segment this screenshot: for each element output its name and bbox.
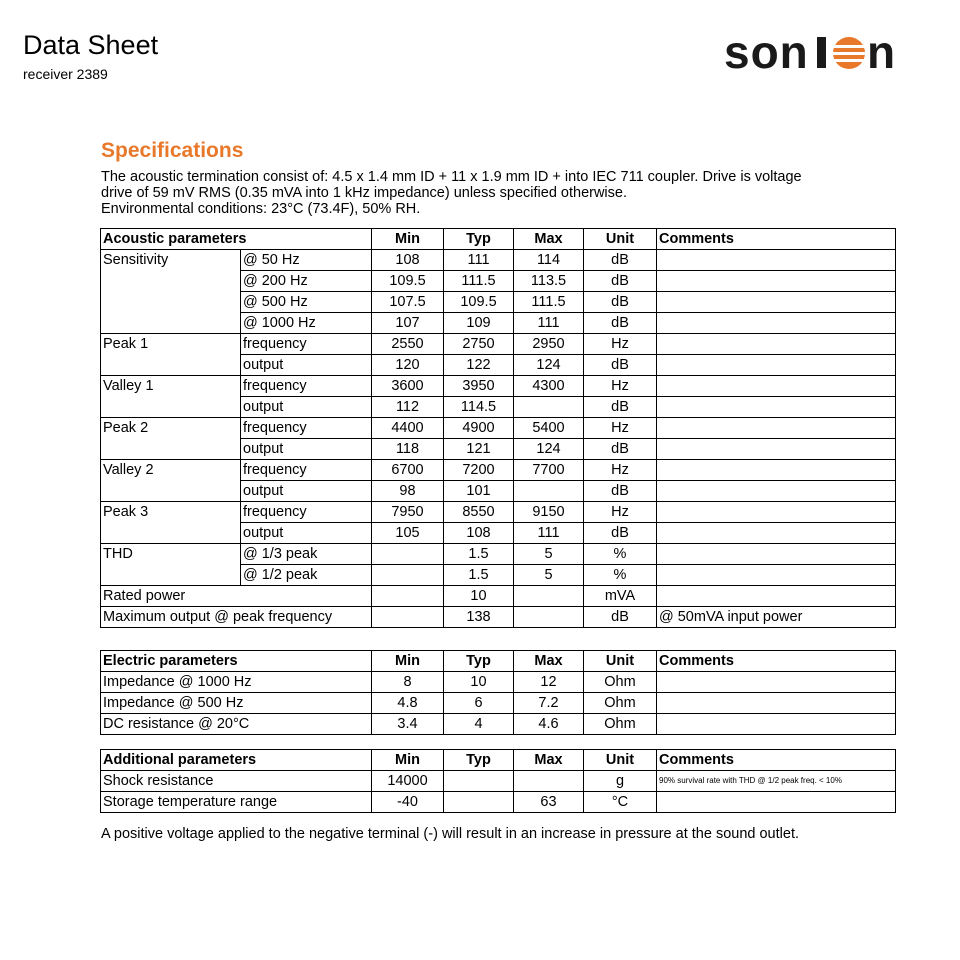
typ-value: 8550 [444,502,514,523]
comment-value [657,693,896,714]
specifications-intro [101,169,901,217]
max-value: 2950 [514,334,584,355]
min-value: 7950 [372,502,444,523]
max-value: 9150 [514,502,584,523]
parameter-condition: output [241,355,372,376]
min-value: 112 [372,397,444,418]
typ-value: 1.5 [444,544,514,565]
comment-value [657,460,896,481]
header-typ: Typ [444,651,514,672]
header-unit: Unit [584,229,657,250]
comment-value: 90% survival rate with THD @ 1/2 peak freq. < 10% [657,771,896,792]
unit-value: g [584,771,657,792]
table-row [101,334,896,355]
header-max: Max [514,229,584,250]
unit-value: dB [584,481,657,502]
comment-value [657,292,896,313]
parameter-condition: output [241,523,372,544]
parameter-name: Maximum output @ peak frequency [101,607,372,628]
parameter-condition: output [241,397,372,418]
comment-value [657,481,896,502]
min-value: 14000 [372,771,444,792]
min-value: 8 [372,672,444,693]
unit-value: dB [584,439,657,460]
min-value: 108 [372,250,444,271]
typ-value: 10 [444,672,514,693]
unit-value: dB [584,271,657,292]
comment-value [657,418,896,439]
typ-value: 109 [444,313,514,334]
svg-text:son: son [724,32,809,74]
parameter-name: Shock resistance [101,771,372,792]
header-comments: Comments [657,750,896,771]
sonion-logo [724,32,906,74]
specifications-heading: Specifications [101,139,244,162]
acoustic-parameters-table [100,228,896,628]
parameter-name: Rated power [101,586,372,607]
header-parameter: Additional parameters [101,750,372,771]
table-row [101,792,896,813]
parameter-condition: output [241,481,372,502]
unit-value: % [584,544,657,565]
table-row [101,693,896,714]
unit-value: dB [584,397,657,418]
min-value: 4400 [372,418,444,439]
parameter-condition: @ 1000 Hz [241,313,372,334]
comment-value [657,355,896,376]
unit-value: Ohm [584,693,657,714]
header-unit: Unit [584,750,657,771]
min-value: 4.8 [372,693,444,714]
typ-value: 10 [444,586,514,607]
table-row [101,418,896,439]
header-max: Max [514,651,584,672]
comment-value [657,672,896,693]
max-value: 7700 [514,460,584,481]
unit-value: dB [584,355,657,376]
parameter-condition: @ 1/3 peak [241,544,372,565]
min-value: 107 [372,313,444,334]
header-max: Max [514,750,584,771]
unit-value: Ohm [584,672,657,693]
svg-text:n: n [867,32,896,74]
min-value: 6700 [372,460,444,481]
unit-value: Hz [584,460,657,481]
header-typ: Typ [444,229,514,250]
comment-value [657,376,896,397]
typ-value: 114.5 [444,397,514,418]
parameter-condition: @ 1/2 peak [241,565,372,586]
unit-value: Hz [584,502,657,523]
max-value [514,586,584,607]
table-row [101,714,896,735]
unit-value: dB [584,250,657,271]
table-row [101,586,896,607]
table-row [101,672,896,693]
document-title: Data Sheet [23,30,159,60]
min-value: 120 [372,355,444,376]
min-value: 98 [372,481,444,502]
parameter-name: Peak 2 [101,418,241,460]
typ-value [444,792,514,813]
parameter-name: Storage temperature range [101,792,372,813]
parameter-condition: @ 50 Hz [241,250,372,271]
max-value [514,481,584,502]
typ-value: 138 [444,607,514,628]
table-row [101,250,896,271]
comment-value [657,502,896,523]
comment-value [657,313,896,334]
header-min: Min [372,229,444,250]
typ-value: 108 [444,523,514,544]
header-min: Min [372,750,444,771]
comment-value [657,397,896,418]
table-header-row [101,229,896,250]
parameter-condition: frequency [241,418,372,439]
min-value: 107.5 [372,292,444,313]
comment-value [657,565,896,586]
unit-value: °C [584,792,657,813]
parameter-name: DC resistance @ 20°C [101,714,372,735]
typ-value: 1.5 [444,565,514,586]
typ-value [444,771,514,792]
max-value [514,607,584,628]
parameter-condition: @ 500 Hz [241,292,372,313]
typ-value: 122 [444,355,514,376]
min-value [372,607,444,628]
max-value: 114 [514,250,584,271]
unit-value: dB [584,292,657,313]
unit-value: % [584,565,657,586]
max-value: 124 [514,439,584,460]
table-header-row [101,651,896,672]
parameter-name: Impedance @ 500 Hz [101,693,372,714]
min-value: 2550 [372,334,444,355]
typ-value: 111.5 [444,271,514,292]
max-value: 111 [514,523,584,544]
max-value: 12 [514,672,584,693]
min-value [372,586,444,607]
intro-line: The acoustic termination consist of: 4.5 x 1.4 mm ID + 11 x 1.9 mm ID + into IEC 711 coupler. Drive is voltage [101,169,802,185]
min-value: 3.4 [372,714,444,735]
max-value: 111 [514,313,584,334]
header-comments: Comments [657,229,896,250]
max-value [514,771,584,792]
parameter-name: THD [101,544,241,586]
typ-value: 4 [444,714,514,735]
max-value: 4.6 [514,714,584,735]
unit-value: mVA [584,586,657,607]
comment-value: @ 50mVA input power [657,607,896,628]
max-value: 63 [514,792,584,813]
additional-parameters-table [100,749,896,813]
max-value [514,397,584,418]
max-value: 4300 [514,376,584,397]
unit-value: dB [584,313,657,334]
typ-value: 3950 [444,376,514,397]
unit-value: dB [584,523,657,544]
unit-value: Hz [584,418,657,439]
comment-value [657,271,896,292]
max-value: 111.5 [514,292,584,313]
header-unit: Unit [584,651,657,672]
parameter-name: Impedance @ 1000 Hz [101,672,372,693]
parameter-condition: frequency [241,460,372,481]
max-value: 5 [514,565,584,586]
parameter-name: Sensitivity [101,250,241,334]
typ-value: 101 [444,481,514,502]
min-value [372,565,444,586]
electric-parameters-table [100,650,896,735]
comment-value [657,250,896,271]
unit-value: Ohm [584,714,657,735]
typ-value: 121 [444,439,514,460]
typ-value: 2750 [444,334,514,355]
max-value: 113.5 [514,271,584,292]
min-value: -40 [372,792,444,813]
comment-value [657,523,896,544]
parameter-condition: frequency [241,334,372,355]
parameter-name: Valley 1 [101,376,241,418]
parameter-condition: @ 200 Hz [241,271,372,292]
table-row [101,376,896,397]
max-value: 5400 [514,418,584,439]
typ-value: 7200 [444,460,514,481]
comment-value [657,586,896,607]
unit-value: Hz [584,376,657,397]
unit-value: dB [584,607,657,628]
parameter-name: Peak 3 [101,502,241,544]
parameter-condition: output [241,439,372,460]
parameter-condition: frequency [241,502,372,523]
comment-value [657,544,896,565]
intro-line: Environmental conditions: 23°C (73.4F), 50% RH. [101,201,421,217]
typ-value: 111 [444,250,514,271]
unit-value: Hz [584,334,657,355]
polarity-note: A positive voltage applied to the negative terminal (-) will result in an increase in pressure at the sound outlet. [101,826,799,842]
min-value: 3600 [372,376,444,397]
min-value: 109.5 [372,271,444,292]
table-row [101,544,896,565]
max-value: 5 [514,544,584,565]
table-row [101,607,896,628]
min-value: 118 [372,439,444,460]
max-value: 7.2 [514,693,584,714]
min-value [372,544,444,565]
comment-value [657,714,896,735]
comment-value [657,439,896,460]
header-comments: Comments [657,651,896,672]
header-parameter: Electric parameters [101,651,372,672]
min-value: 105 [372,523,444,544]
comment-value [657,792,896,813]
parameter-name: Valley 2 [101,460,241,502]
typ-value: 109.5 [444,292,514,313]
comment-value [657,334,896,355]
typ-value: 4900 [444,418,514,439]
document-subtitle: receiver 2389 [23,66,108,82]
parameter-condition: frequency [241,376,372,397]
parameter-name: Peak 1 [101,334,241,376]
table-header-row [101,750,896,771]
header-min: Min [372,651,444,672]
table-row [101,771,896,792]
max-value: 124 [514,355,584,376]
table-row [101,460,896,481]
header-parameter: Acoustic parameters [101,229,372,250]
header-typ: Typ [444,750,514,771]
intro-line: drive of 59 mV RMS (0.35 mVA into 1 kHz impedance) unless specified otherwise. [101,185,627,201]
typ-value: 6 [444,693,514,714]
table-row [101,502,896,523]
